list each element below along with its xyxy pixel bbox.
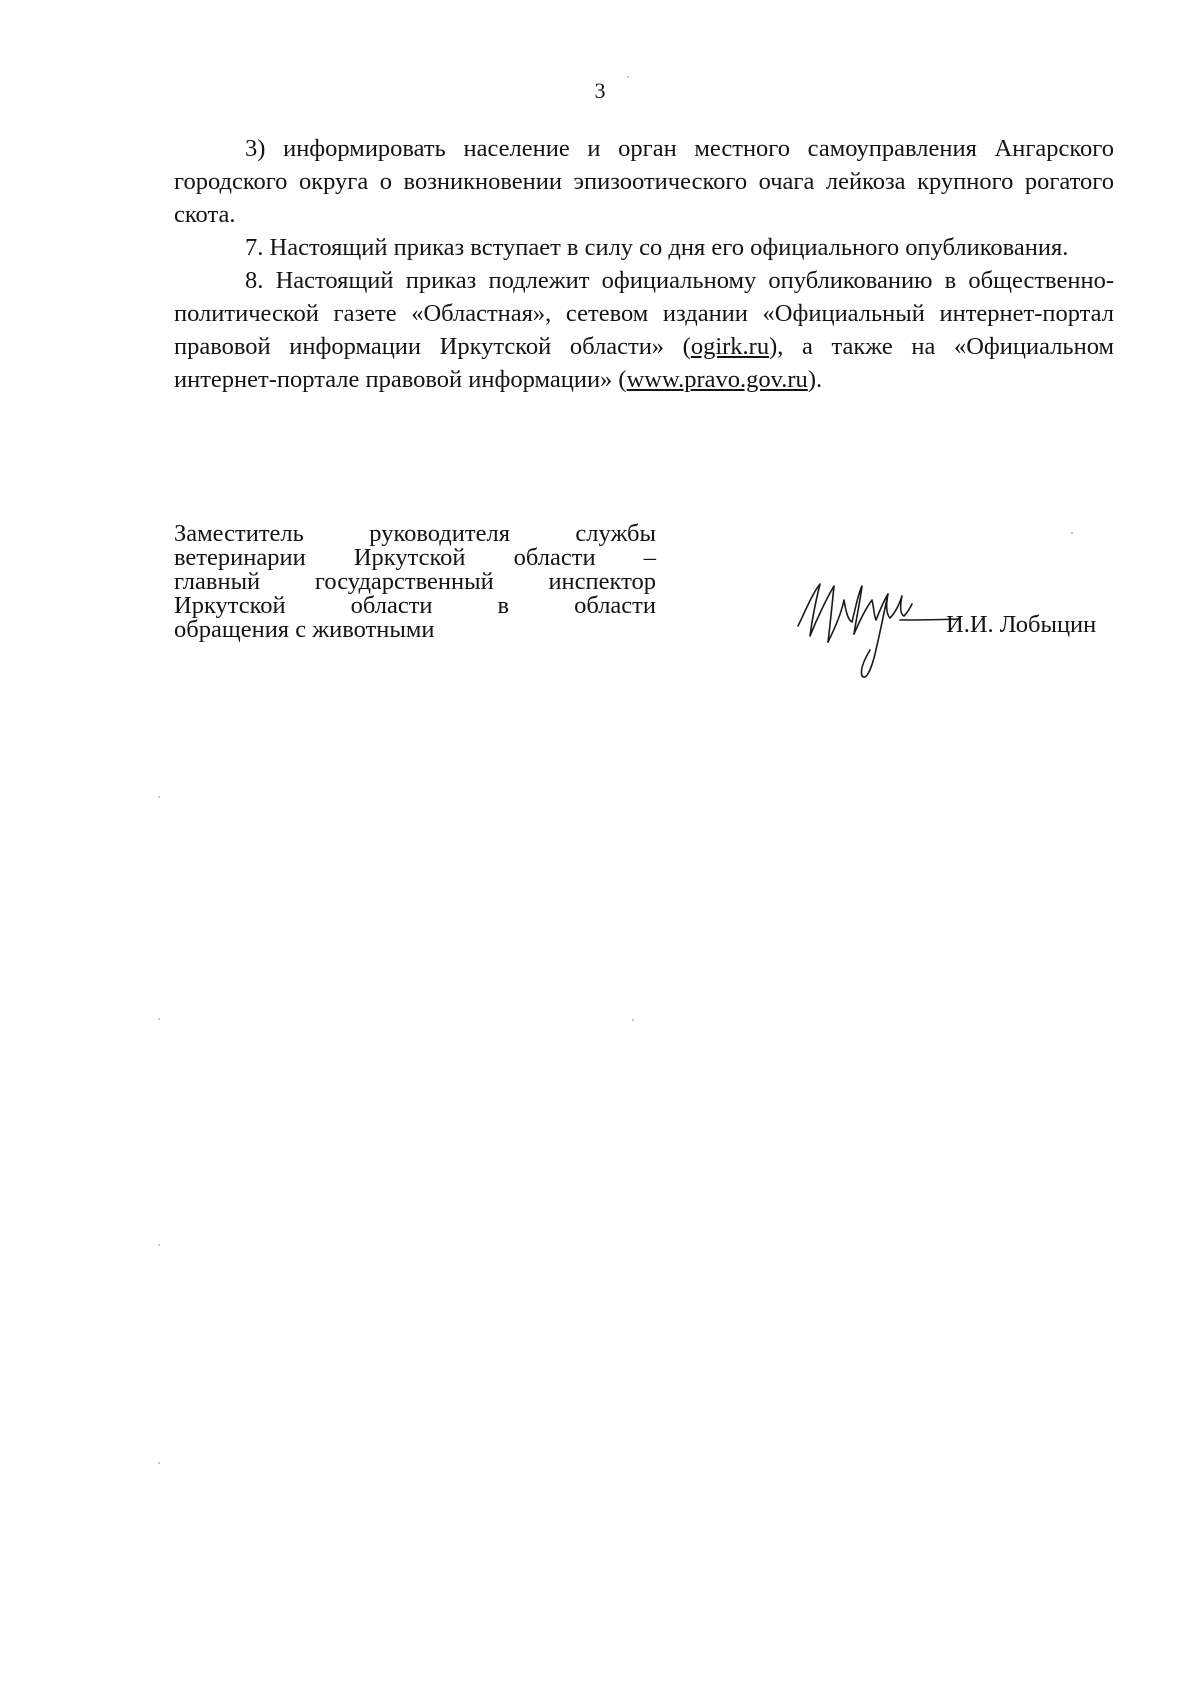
page-number: 3 (594, 78, 606, 103)
item8-text-start: 8. Настоящий приказ подлежит официальному опубликованию в общественно-политической газете «Областная», сетевом издании «Официальный интернет-портал правовой информации Иркутской области» ( (174, 267, 1114, 360)
paragraph-item-3: 3) информировать население и орган местного самоуправления Ангарского городского округа о возникновении эпизоотического очага лейкоза крупного рогатого скота. (174, 135, 1114, 228)
paragraph-item-8 (174, 264, 1114, 396)
item8-text-middle: ), а также на «Официальном интернет-портале правовой информации» ( (174, 333, 1114, 393)
signatory-name: И.И. Лобыцин (946, 611, 1097, 638)
scan-speck (632, 1019, 634, 1021)
signatory-title-line: Заместитель руководителя службы (174, 520, 656, 547)
document-body (174, 132, 1114, 396)
handwritten-signature (790, 576, 960, 688)
signatory-title-line: Иркутской области в области (174, 592, 656, 619)
signatory-title-line: главный государственный инспектор (174, 568, 656, 595)
signatory-title-line: обращения с животными (174, 616, 435, 643)
scan-speck (158, 1462, 160, 1464)
scan-speck (1071, 532, 1073, 534)
signatory-title (174, 522, 656, 642)
scan-speck (158, 1244, 160, 1246)
paragraph-item-7: 7. Настоящий приказ вступает в силу со дня его официального опубликования. (245, 234, 1069, 261)
scan-speck (158, 1018, 160, 1020)
signatory-title-line: ветеринарии Иркутской области – (174, 544, 656, 571)
item8-text-end: ). (807, 366, 823, 393)
scan-speck (627, 76, 629, 78)
scan-speck (158, 796, 160, 798)
pravo-gov-link[interactable]: www.pravo.gov.ru (626, 366, 808, 393)
ogirk-link[interactable]: ogirk.ru (690, 333, 770, 360)
